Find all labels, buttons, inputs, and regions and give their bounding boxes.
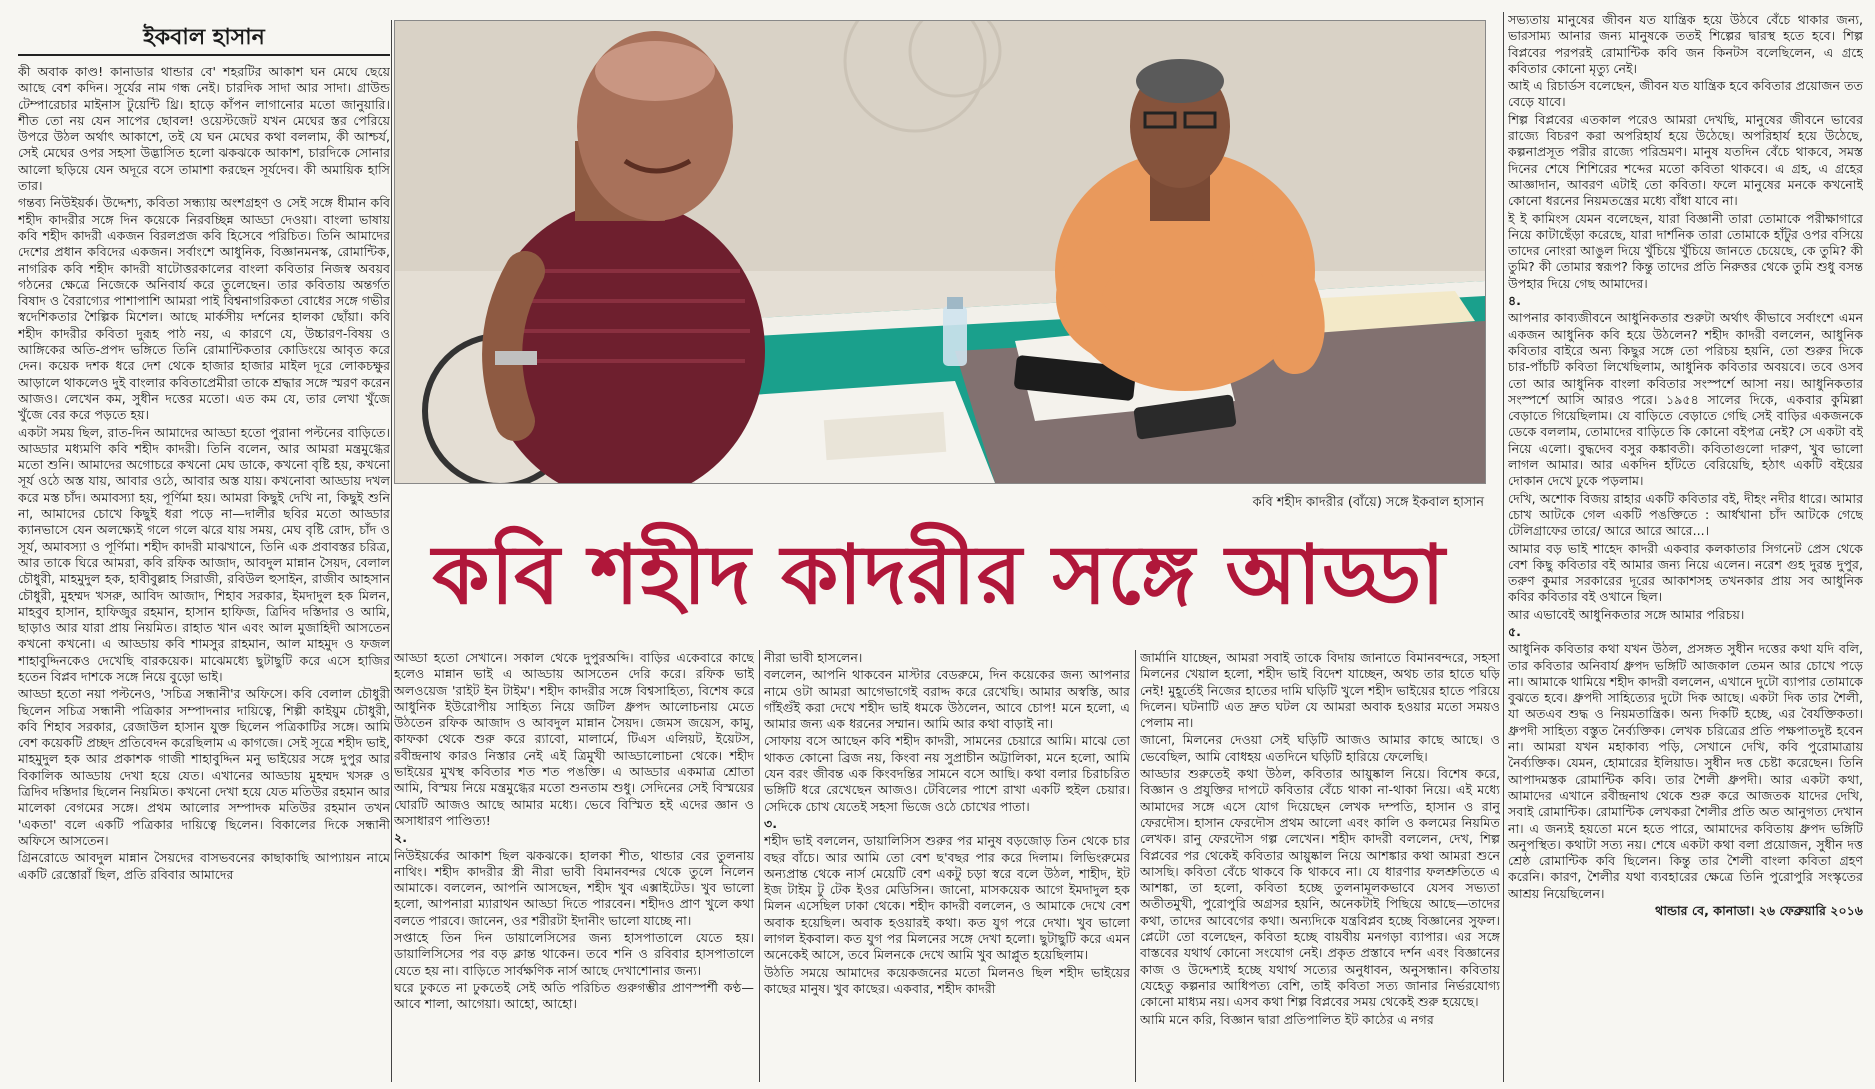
paragraph: গন্তব্য নিউইয়র্ক। উদ্দেশ্য, কবিতা সন্ধ্যায় অংশগ্রহণ ও সেই সঙ্গে ধীমান কবি শহীদ কাদরীর সঙ্গে দিন কয়েকে নিরবচ্ছিন্ন আড্ডা দেওয়া। বাংলা ভাষায় কবি শহীদ কাদরী একজন বিরলপ্রজ কবি হিসেবে পরিচিত। তিনি আমাদের দেশের প্রধান কবিদের একজন। সর্বাংশে আধুনিক, বিজ্ঞানমনস্ক, রোমান্টিক, নাগরিক কবি শহীদ কাদরী ষাটোত্তরকালের বাংলা কবিতার নিজস্ব অবয়ব গঠনের ক্ষেত্রে নিজেকে অনিবার্য করে তুলেছেন। তার কবিতায় অন্তর্গত বিষাদ ও বৈরাগ্যের পাশাপাশি আমরা পাই বিশ্বনাগরিকতা বোধের সঙ্গে গভীর স্বদেশিকতার শৈল্পিক মিশেল। আছে মার্কসীয় দর্শনের হালকা ছোঁয়া। কবি শহীদ কাদরীর কবিতা দুরূহ পাঠ নয়, এ কারণে যে, উচ্চারণ-বিষয় ও আঙ্গিকের অতি-প্রপদ ভঙ্গিতে তিনি রোমান্টিকতার কোডিংয়ে আবৃত করে দেন। কয়েক দশক ধরে দেশ থেকে হাজার হাজার মাইল দূরে লোকচক্ষুর আড়ালে থাকলেও দুই বাংলার কবিতাপ্রেমীরা তাকে শ্রদ্ধার সঙ্গে স্মরণ করেন আজও। লেখেন কম, সুধীন দত্তের মতো। এত কম যে, তার লেখা খুঁজে খুঁজে বের করে পড়তে হয়। bbox=[18, 195, 390, 423]
column-divider bbox=[1503, 12, 1504, 1082]
article-column-bottom-1 bbox=[394, 650, 754, 1082]
column-divider bbox=[391, 20, 392, 1082]
author-byline: ইকবাল হাসান bbox=[18, 22, 390, 56]
photo-caption: কবি শহীদ কাদরীর (বাঁয়ে) সঙ্গে ইকবাল হাসান bbox=[1252, 495, 1484, 510]
column-divider bbox=[759, 650, 760, 1082]
paragraph: নীরা ভাবী হাসলেন। bbox=[764, 650, 863, 665]
paragraph: জার্মানি যাচ্ছেন, আমরা সবাই তাকে বিদায় জানাতে বিমানবন্দরে, সহসা মিলনের খেয়াল হলো, শহীদ ভাই বিদেশ যাচ্ছেন, অথচ তার হাতে ঘড়ি নেই! মুহূর্তেই নিজের হাতের দামি ঘড়িটি খুলে শহীদ ভাইয়ের হাতে পরিয়ে দিলেন। ঘটনাটি এত দ্রুত ঘটল যে আমরা অবাক হওয়ার মতো সময়ও পেলাম না। bbox=[1140, 650, 1500, 731]
paragraph: আর এভাবেই আধুনিকতার সঙ্গে আমার পরিচয়। bbox=[1508, 606, 1745, 622]
paragraph: আমার বড় ভাই শাহেদ কাদরী একবার কলকাতার সিগনেট প্রেস থেকে বেশ কিছু কবিতার বই আমার জন্য নিয়ে এলেন। নরেশ গুহ দুরন্ত দুপুর, তরুণ কুমার সরকারের দূরের আকাশসহ তখনকার প্রায় সব আধুনিক কবির কবিতার বই ওখানে ছিল। bbox=[1508, 540, 1863, 605]
paragraph: আড্ডা হতো সেখানে। সকাল থেকে দুপুরঅব্দি। বাড়ির একেবারে কাছে হলেও মান্নান ভাই এ আড্ডায় আসতেন দেরি করে। রফিক ভাই অলওয়েজ 'রাইট ইন টাইম'। শহীদ কাদরীর সঙ্গে বিশ্বসাহিত্য, বিশেষ করে আধুনিক ইউরোপীয় সাহিত্য নিয়ে জটিল ধ্রুপদ আলোচনায় মেতে উঠতেন রফিক আজাদ ও আবদুল মান্নান সৈয়দ। জেমস জয়েস, কামু, কাফকা থেকে শুরু করে র‍্যাবো, মালার্মে, টিএস এলিয়ট, ইয়েটস, রবীন্দ্রনাথ কারও নিস্তার নেই এই ত্রিমুখী আড্ডালোচনা থেকে। শহীদ ভাইয়ের মুখস্থ কবিতার শত শত পঙক্তি। এ আড্ডার একমাত্র শ্রোতা আমি, বিস্ময় নিয়ে মন্ত্রমুগ্ধের মতো শুনতাম শুধু। সেদিনের সেই বিস্ময়ের ঘোরটি আজও আছে আমার মধ্যে। ভেবে বিস্মিত হই এদের জ্ঞান ও অসাধারণ পাণ্ডিত্য! bbox=[394, 650, 754, 828]
photo-illustration bbox=[395, 21, 1485, 483]
paragraph: ঘরে ঢুকতে না ঢুকতেই সেই অতি পরিচিত গুরুগম্ভীর প্রাণস্পর্শী কণ্ঠ— আবে শালা, আগেয়া। আহো, আহো। bbox=[394, 979, 754, 1012]
dateline: থান্ডার বে, কানাডা। ২৬ ফেব্রুয়ারি ২০১৬ bbox=[1655, 903, 1863, 919]
article-column-right bbox=[1508, 12, 1863, 1082]
paragraph: বললেন, আপনি থাকবেন মাস্টার বেডরুমে, দিন কয়েকের জন্য আপনার নামে ওটা আমরা আগেভাগেই বরাদ্দ করে রেখেছি। আমার অস্বস্তি, আর গাঁইগুঁই করা দেখে শহীদ ভাই ধমকে উঠলেন, আবে চোপ! মনে হলো, এ আমার জন্য এক ধরনের সম্মান। আমি আর কথা বাড়াই না। bbox=[764, 667, 1130, 732]
paragraph: সভ্যতায় মানুষের জীবন যত যান্ত্রিক হয়ে উঠবে বেঁচে থাকার জন্য, ভারসাম্য আনার জন্য মানুষকে ততই শিল্পের দ্বারস্থ হতে হবে। শিল্প বিপ্লবের পরপরই রোমান্টিক কবি জন কিনটস বলেছিলেন, এ গ্রহে কবিতার কোনো মৃত্যু নেই। bbox=[1508, 12, 1863, 76]
section-number: ৪. bbox=[1508, 293, 1521, 309]
paragraph: আই এ রিচার্ডস বলেছেন, জীবন যত যান্ত্রিক হবে কবিতার প্রয়োজন তত বেড়ে যাবে। bbox=[1508, 78, 1863, 110]
paragraph: সপ্তাহে তিন দিন ডায়ালেসিসের জন্য হাসপাতালে যেতে হয়। ডায়ালিসিসের পর বড় ক্লান্ত থাকেন। তবে শনি ও রবিবার হাসপাতালে যেতে হয় না। বাড়িতে সার্বক্ষণিক নার্স আছে দেখাশোনার জন্য। bbox=[394, 930, 754, 978]
article-headline: কবি শহীদ কাদরীর সঙ্গে আড্ডা bbox=[432, 527, 1446, 623]
paragraph: নিউইয়র্কের আকাশ ছিল ঝকঝকে। হালকা শীত, থান্ডার বের তুলনায় নাথিং। শহীদ কাদরীর স্ত্রী নীরা ভাবী বিমানবন্দর থেকে তুলে নিলেন আমাকে। বললেন, আপনি আসছেন, শহীদ খুব এক্সাইটেড। খুব ভালো হলো, আপনারা ম্যারাথন আড্ডা দিতে পারবেন। শহীদও প্রাণ খুলে কথা বলতে পারবে। জানেন, ওর শরীরটা ইদানীং ভালো যাচ্ছে না। bbox=[394, 847, 754, 928]
paragraph: আধুনিক কবিতার কথা যখন উঠল, প্রসঙ্গত সুধীন দত্তের কথা যদি বলি, তার কবিতার অনিবার্য ধ্রুপদ ভঙ্গিটি আজকাল তেমন আর চোখে পড়ে না। আমাকে থামিয়ে শহীদ কাদরী বললেন, এখানে দুটো ব্যাপার তোমাকে বুঝতে হবে। ধ্রুপদী সাহিত্যের দুটো দিক আছে। একটা দিক তার শৈলী, যা অতএব শুদ্ধ ও নিয়মতান্ত্রিক। অন্য দিকটি হচ্ছে, এর বৈর্যক্তিকতা। ধ্রুপদী সাহিত্য বস্তুত নৈর্ব্যক্তিক। লেখক চরিত্রের প্রতি পক্ষপাতদুষ্ট হবেন না। আমরা যখন মহাকাব্য পড়ি, সেখানে দেখি, কবি পুরোমাত্রায় নৈর্ব্যক্তিক। যেমন, হোমারের ইলিয়াড। সুধীন দত্ত চেষ্টা করেছেন। তিনি আপাদমস্তক রোমান্টিক কবি। তার শৈলী ধ্রুপদী। আর একটা কথা, আমাদের এখানে রবীন্দ্রনাথ থেকে শুরু করে আজতক যাদের দেখি, সবাই রোমান্টিক। রোমান্টিক লেখকরা শৈলীর প্রতি অত আনুগত্য দেখান না। এ জন্যই হয়তো মনে হতে পারে, আমাদের কবিতায় ধ্রুপদ ভঙ্গিটি অনুপস্থিত। কথাটা সত্য নয়। শেষে একটা কথা বলা প্রয়োজন, সুধীন দত্ত শ্রেষ্ঠ রোমান্টিক কবি ছিলেন। কিন্তু তার শৈলী বাংলা কবিতা গ্রহণ করেনি। কারণ, শৈলীর যথা ব্যবহারের ক্ষেত্রে তিনি পুরোপুরি সংস্কৃতের আশ্রয় নিয়েছিলেন। bbox=[1508, 641, 1863, 901]
paragraph: আড্ডার শুরুতেই কথা উঠল, কবিতার আয়ুষ্কাল নিয়ে। বিশেষ করে, বিজ্ঞান ও প্রযুক্তির দাপটে কবিতার বেঁচে থাকা না-থাকা নিয়ে। এই মধ্যে আমাদের সঙ্গে এসে যোগ দিয়েছেন লেখক দম্পতি, হাসান ও রানু ফেরদৌস। হাসান ফেরদৌস প্রথম আলো এবং কালি ও কলমের নিয়মিত লেখক। রানু ফেরদৌস গল্প লেখেন। শহীদ কাদরী বললেন, দেখ, শিল্প বিপ্লবের পর থেকেই কবিতার আয়ুষ্কাল নিয়ে আশঙ্কার কথা আমরা শুনে আসছি। কবিতা বেঁচে থাকবে কি থাকবে না। যে ধারণার ফলশ্রুতিতে এ আশঙ্কা, তা হলো, কবিতা হচ্ছে তুলনামূলকভাবে যেসব সভ্যতা অতীতমুখী, পুরোপুরি অগ্রসর হয়নি, অনেকটাই পিছিয়ে আছে—তাদের কথা, তাদের আবেগের কথা। অন্যদিকে যন্ত্রবিপ্লব হচ্ছে বিজ্ঞানের সুফল। প্লেটো তো বলেছেন, কবিতা হচ্ছে বায়বীয় মনগড়া ব্যাপার। এর সঙ্গে বাস্তবের যথার্থ কোনো সংযোগ নেই। প্রকৃত প্রস্তাবে দর্শন এবং বিজ্ঞানের কাজ ও উদ্দেশ্যই হচ্ছে যথার্থ সত্যের অনুধাবন, অনুসন্ধান। কবিতায় যেহেতু কল্পনার আধিপত্য বেশি, তাই কবিতা সত্য জানার নির্ভরযোগ্য কোনো মাধ্যম নয়। এসব কথা শিল্প বিপ্লবের সময় থেকেই শুরু হয়েছে। bbox=[1140, 766, 1500, 1010]
paragraph: একটা সময় ছিল, রাত-দিন আমাদের আড্ডা হতো পুরানা পল্টনের বাড়িতে। আড্ডার মধ্যমণি কবি শহীদ কাদরী। তিনি বলেন, আর আমরা মন্ত্রমুগ্ধের মতো শুনি। আমাদের অগোচরে কখনো মেঘ ডাকে, কখনো বৃষ্টি হয়, কখনো সূর্য ওঠে অস্ত যায়, আবার ওঠে, আবার অস্ত যায়। কখনোবা আড্ডায় দখল করে মস্ত চাঁদ। অমাবস্যা হয়, পূর্ণিমা হয়। আমরা কিছুই দেখি না, কিছুই শুনি না, আমাদের চোখে কিছুই ধরা পড়ে না—দালীর ছবির মতো আড্ডার ক্যানভাসে যেন অলক্ষ্যেই গলে গলে ঝরে যায় সময়, মেঘ বৃষ্টি রোদ, চাঁদ ও সূর্য, অমাবস্যা ও পূর্ণিমা। শহীদ কাদরী মাঝখানে, তিনি এক প্রবাবস্তর চরিত্র, আর তাকে ঘিরে আমরা, কবি রফিক আজাদ, আবদুল মান্নান সৈয়দ, বেলাল চৌধুরী, মাহমুদুল হক, হাবীবুল্লাহ সিরাজী, রবিউল হুসাইন, রাজীব আহসান চৌধুরী, মুহম্মদ খসরু, আবিদ আজাদ, শিহাব সরকার, ইমদাদুল হক মিলন, মাহবুব হাসান, হাফিজুর রহমান, হাসান হাফিজ, ত্রিদিব দস্তিদার ও আমি, ছাড়াও আর যারা প্রায় নিয়মিত। রাহাত খান এবং আল মুজাহিদী আসতেন কখনো কখনো। এ আড্ডায় কবি শামসুর রাহমান, আল মাহমুদ ও ফজল শাহাবুদ্দিনকেও দেখেছি বারকয়েক। মাঝেমধ্যে ছুটাছুটি করে এসে হাজির হতেন বিপ্লব দাশকে সঙ্গে নিয়ে বুড়ো ভাই। bbox=[18, 424, 390, 684]
paragraph: উঠতি সময়ে আমাদের কয়েকজনের মতো মিলনও ছিল শহীদ ভাইয়ের কাছের মানুষ। খুব কাছের। একবার, শহীদ কাদরী bbox=[764, 964, 1130, 996]
paragraph: আমি মনে করি, বিজ্ঞান দ্বারা প্রতিপালিত ইট কাঠের এ নগর bbox=[1140, 1011, 1434, 1027]
paragraph: শিল্প বিপ্লবের এতকাল পরেও আমরা দেখছি, মানুষের জীবনে ভাবের রাজ্যে বিচরণ করা অপরিহার্য হয়ে উঠেছে। অপরিহার্য হয়ে উঠেছে, কল্পনাপ্রসূত পরীর রাজ্যে পরিভ্রমণ। মানুষ যতদিন বেঁচে থাকবে, সমস্ত দিনের শেষে শিশিরের শব্দের মতো কবিতা থাকবে। এ গ্রহ, এ গ্রহের আজ্ঞাদান, আবরণ এটাই তো কবিতা। ফলে মানুষের মনকে কখনোই কোনো ধরনের নিয়মতন্ত্রের মধ্যে বাঁধা যাবে না। bbox=[1508, 111, 1863, 209]
paragraph: ই ই কামিংস যেমন বলেছেন, যারা বিজ্ঞানী তারা তোমাকে পরীক্ষাগারে নিয়ে কাটাছেঁড়া করেছে, যারা দার্শনিক তারা তোমাকে হাঁটুর ওপর বসিয়ে তাদের নোংরা আঙুল দিয়ে খুঁচিয়ে খুঁচিয়ে জানতে চেয়েছে, কে তুমি? কী তুমি? কী তোমার স্বরূপ? কিন্তু তাদের প্রতি নিরুত্তর থেকে তুমি শুধু বসন্ত উপহার দিয়ে গেছ আমাদের। bbox=[1508, 210, 1863, 291]
article-column-left bbox=[18, 64, 390, 1082]
paragraph: গ্রিনরোডে আবদুল মান্নান সৈয়দের বাসভবনের কাছাকাছি আপ্যায়ন নামে একটি রেস্তোরাঁ ছিল, প্রতি রবিবার আমাদের bbox=[18, 850, 390, 882]
column-divider bbox=[1135, 650, 1136, 1082]
article-photo bbox=[394, 20, 1486, 484]
paragraph: জানো, মিলনের দেওয়া সেই ঘড়িটি আজও আমার কাছে আছে। ও ভেবেছিল, আমি বোধহয় এতদিনে ঘড়িটি হারিয়ে ফেলেছি। bbox=[1140, 732, 1500, 764]
article-column-bottom-3 bbox=[1140, 650, 1500, 1082]
paragraph: দেখি, অশোক বিজয় রাহার একটি কবিতার বই, দীহং নদীর ধারে। আমার চোখ আটকে গেল একটি পঙক্তিতে : আর্ধখানা চাঁদ আটকে গেছে টেলিগ্রাফের তারে/ আরে আরে আরে...। bbox=[1508, 490, 1863, 539]
section-number: ৩. bbox=[764, 815, 777, 831]
paragraph: আপনার কাব্যজীবনে আধুনিকতার শুরুটা অর্থাৎ কীভাবে সর্বাংশে এমন একজন আধুনিক কবি হয়ে উঠলেন? শহীদ কাদরী বললেন, আধুনিক কবিতার বাইরে অন্য কিছুর সঙ্গে তো পরিচয় হয়নি, তো শুরুর দিকে চার-পাঁচটি কবিতা লিখেছিলাম, আধুনিক কবিতার অবয়বে। তবে ওসব তো আর আধুনিক বাংলা কবিতার সংস্পর্শে আসা নয়। আধুনিকতার সংস্পর্শে আসি আরও পরে। ১৯৫৪ সালের দিকে, একবার কুমিল্লা বেড়াতে গিয়েছিলাম। যে বাড়িতে বেড়াতে গেছি সেই বাড়ির একজনকে ডেকে বললাম, তোমাদের বাড়িতে কি কোনো বইপত্র নেই? সে একটা বই নিয়ে এলো। বুদ্ধদেব বসুর কঙ্কাবতী। কবিতাগুলো দারুণ, খুব ভালো লাগল আমার। আর একদিন হাঁটতে বেরিয়েছি, হঠাৎ একটি বইয়ের দোকান দেখে ঢুকে পড়লাম। bbox=[1508, 310, 1863, 489]
section-number: ৫. bbox=[1508, 623, 1521, 639]
section-number: ২. bbox=[394, 830, 407, 846]
paragraph: শহীদ ভাই বললেন, ডায়ালিসিস শুরুর পর মানুষ বড়জোড় তিন থেকে চার বছর বাঁচে। আর আমি তো বেশ ছ'বছর পার করে দিলাম। লিভিংরুমের অন্যপ্রান্ত থেকে নার্স মেয়েটি বেশ একটু চড়া স্বরে বলে উঠল, শাহীদ, ইট ইজ টাইম টু টেক ইওর মেডিসিন। জানো, মাসকয়েক আগে ইমদাদুল হক মিলন এসেছিল ঢাকা থেকে। শহীদ কাদরী বললেন, ও আমাকে দেখে বেশ অবাক হয়েছিল। অবাক হওয়ারই কথা। কত যুগ পরে দেখা। খুব ভালো লাগল ইকবাল। কত যুগ পর মিলনের সঙ্গে দেখা হলো। ছুটাছুটি করে এমন অনেকেই আসে, তবে মিলনকে দেখে আমি খুব আপ্লুত হয়েছিলাম। bbox=[764, 833, 1130, 963]
paragraph: কী অবাক কাণ্ড! কানাডার থান্ডার বে' শহরটির আকাশ ঘন মেঘে ছেয়ে আছে বেশ কদিন। সূর্যের নাম গন্ধ নেই। চারদিক সাদা আর সাদা। গ্রাউন্ড টেম্পারেচার মাইনাস টুয়েন্টি থ্রি। হাড়ে কাঁপন লাগানোর মতো জানুয়ারি। শীত তো নয় যেন সাপের ছোবল! ওয়েস্টজেট যখন মেঘের স্তর পেরিয়ে উপরে উঠল অর্থাৎ আকাশে, তই যে ঘন মেঘের কথা বললাম, কী আশ্চর্য, সেই মেঘের ওপর সহসা উদ্ভাসিত হলো ঝকঝকে আকাশ, চারদিকে সোনার আলো ছড়িয়ে যেন অদূরে বসে তামাশা করছেন সূর্যদেব। কী অমায়িক হাসি তার। bbox=[18, 64, 390, 194]
paragraph: সোফায় বসে আছেন কবি শহীদ কাদরী, সামনের চেয়ারে আমি। মাঝে তো থাকত কোনো ব্রিজ নয়, কিংবা নয় সুপ্রাচীন অট্টালিকা, মনে হলো, আমি যেন বরং জীবন্ত এক কিংবদন্তির সামনে বসে আছি। কথা বলার চিরাচরিত ভঙ্গিটি ধরে রেখেছেন আজও। টেবিলের পাশে রাখা একটি হুইল চেয়ার। সেদিকে চোখ যেতেই সহসা ভিজে ওঠে চোখের পাতা। bbox=[764, 733, 1130, 814]
article-column-bottom-2 bbox=[764, 650, 1130, 1082]
paragraph: আড্ডা হতো নয়া পল্টনেও, 'সচিত্র সন্ধানী'র অফিসে। কবি বেলাল চৌধুরী ছিলেন সচিত্র সন্ধানী পত্রিকার সম্পাদনার দায়িত্বে, শিল্পী কাইয়ুম চৌধুরী, কবি শিহাব সরকার, রেজাউল হাসান যুক্ত ছিলেন পত্রিকাটির সঙ্গে। আমি বেশ কয়েকটি প্রচ্ছদ প্রতিবেদন করেছিলাম এ কাগজে। সেই সূত্রে শহীদ ভাই, মাহমুদুল হক আর প্রকাশক গাজী শাহাবুদ্দিন মনু ভাইয়ের সঙ্গে দুপুর আর বিকালিক আড্ডায় দেখা হয়ে যেত। এখানের আড্ডায় মুহম্মদ খসরু ও ত্রিদিব দস্তিদার ছিলেন নিয়মিত। কখনো দেখা হয়ে যেত মতিউর রহমান আর মালেকা বেগমের সঙ্গে। প্রথম আলোর সম্পাদক মতিউর রহমান তখন 'একতা' বলে একটি পত্রিকার দায়িত্বে ছিলেন। বিকালের দিকে সন্ধানী অফিসে আসতেন। bbox=[18, 686, 390, 848]
